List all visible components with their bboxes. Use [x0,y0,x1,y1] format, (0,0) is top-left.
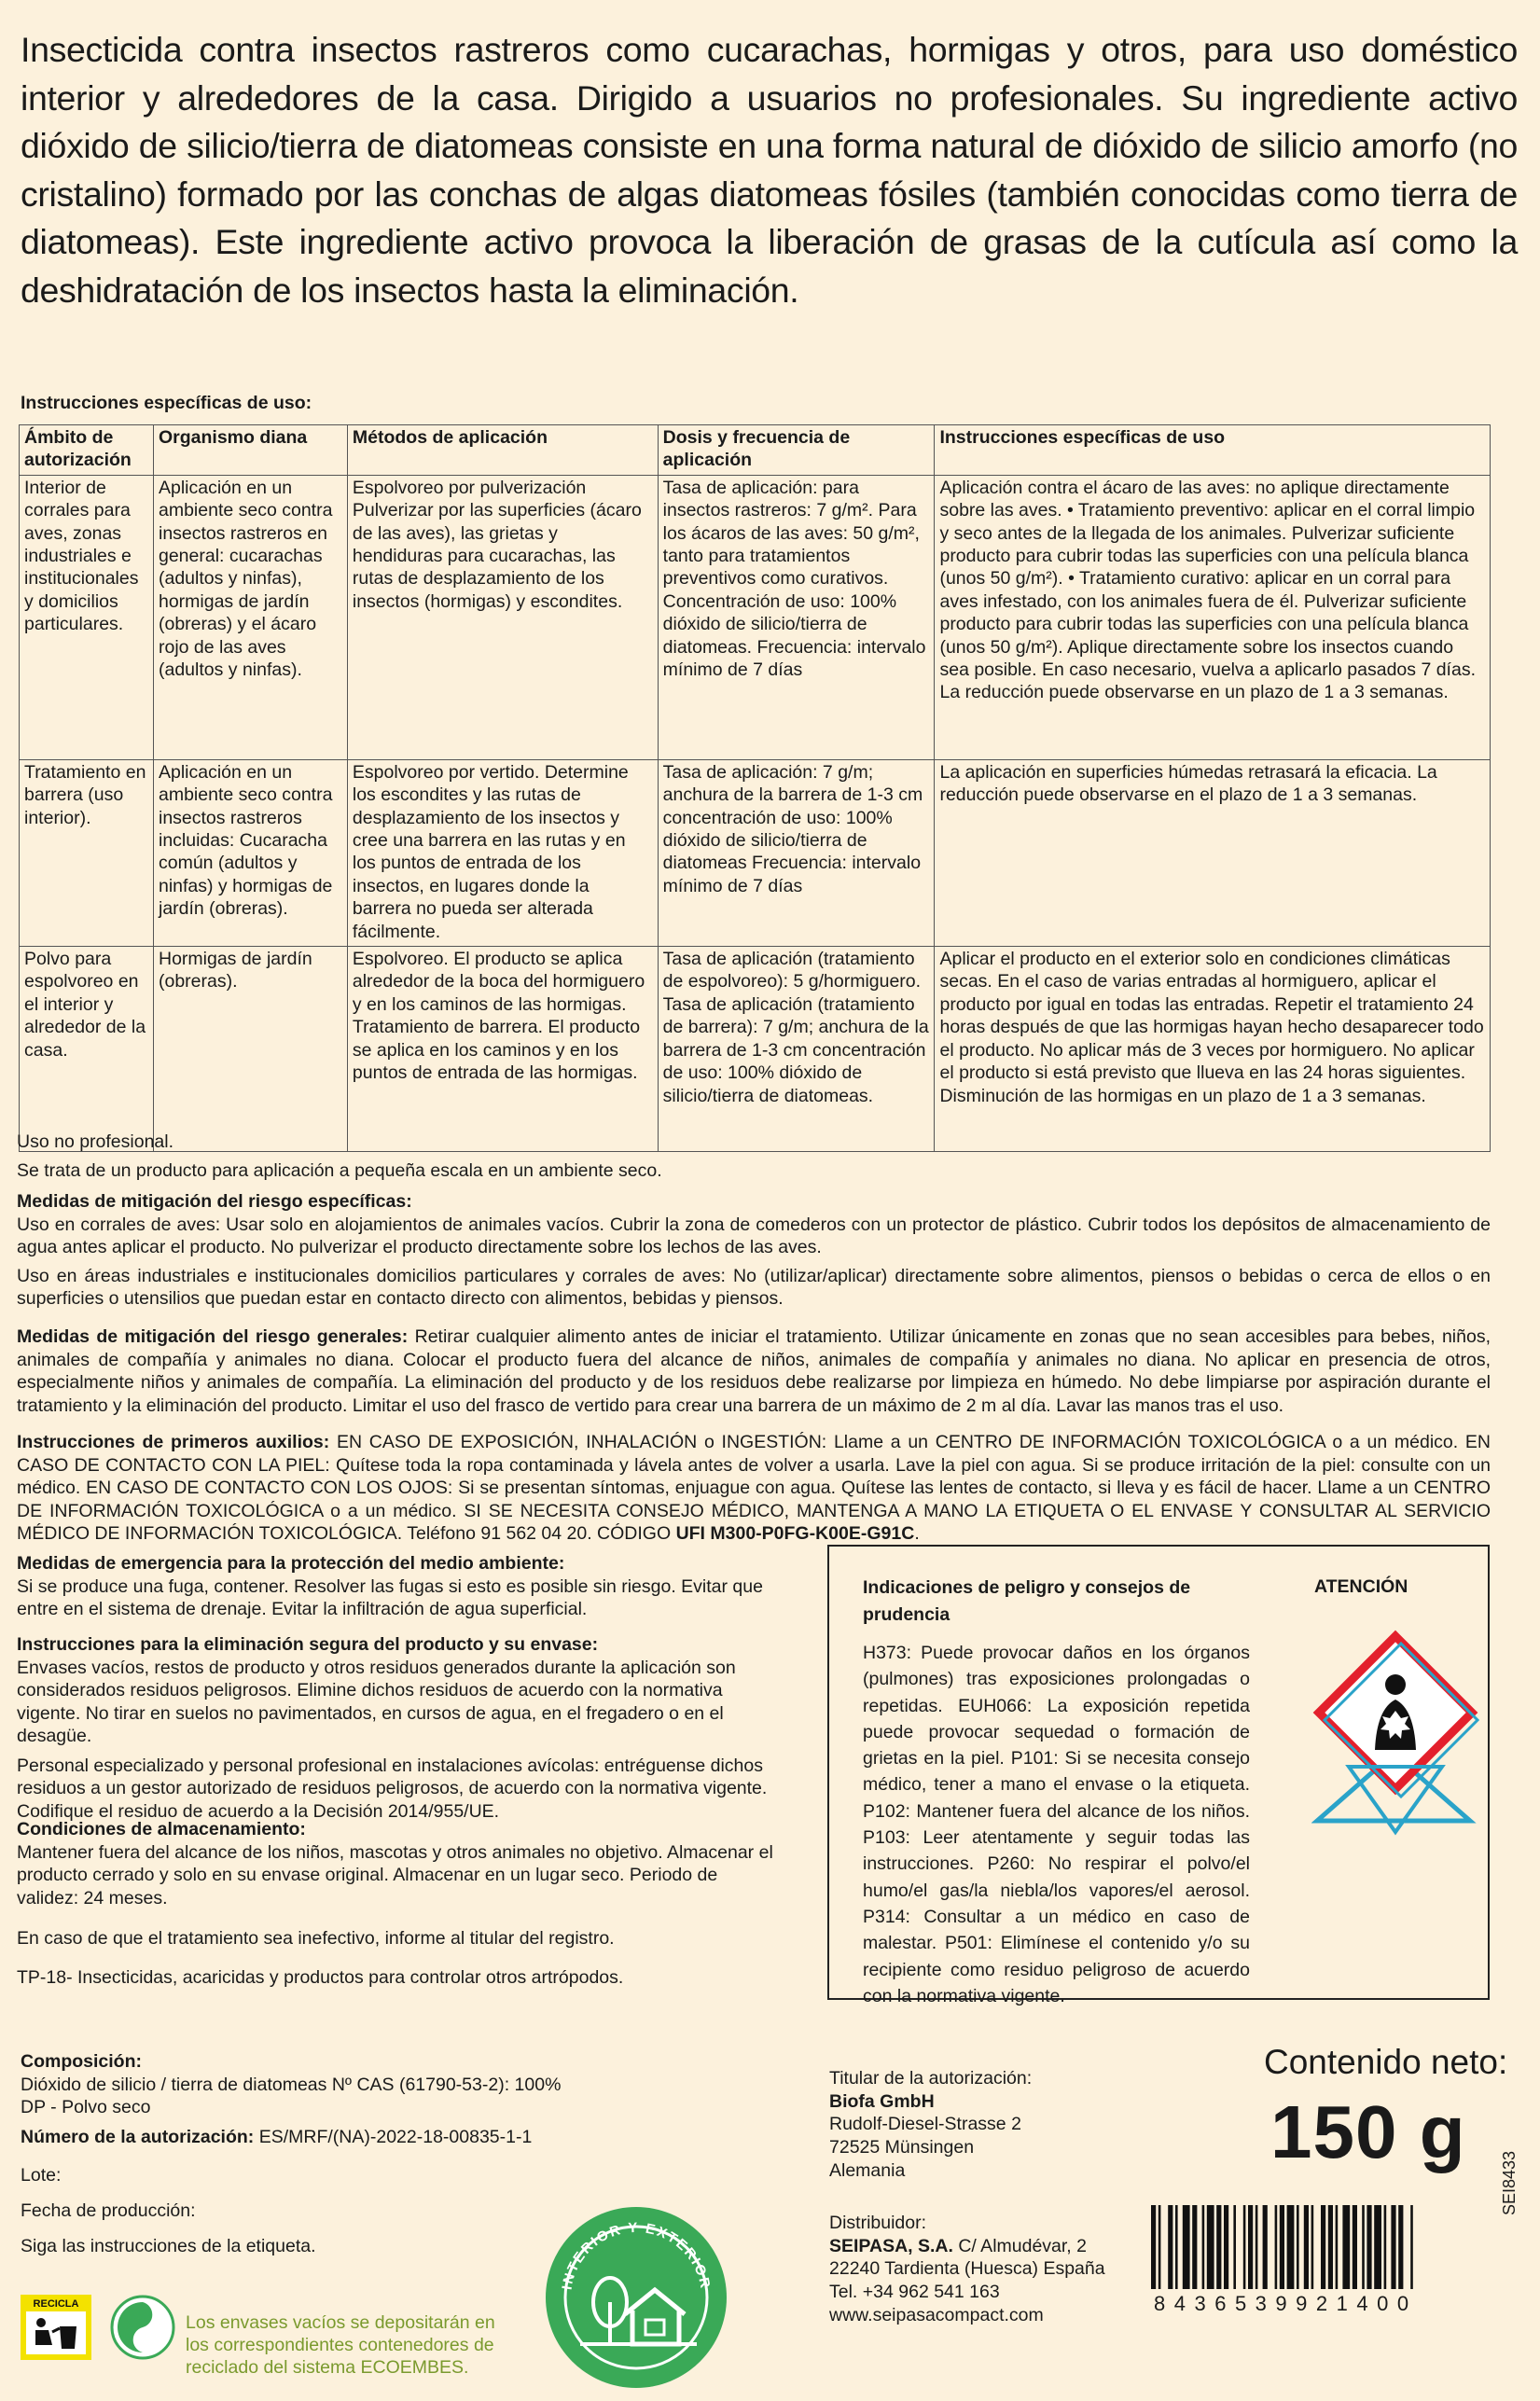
barcode-bar [1304,2205,1309,2289]
barcode-bar [1328,2205,1333,2289]
hazard-box [827,1545,1490,2006]
mitigacion-especificas-title: Medidas de mitigación del riesgo específicas: [17,1191,412,1212]
mitigacion-generales-text: Retirar cualquier alimento antes de iniciar el tratamiento. Utilizar únicamente en zonas que no sean accesibles para bebes, niños, animales de compañía y animales no diana. Colocar el producto fuera del alcance de niños, animales de compañía y animales no diana. No aplicar en presencia de otros, especialmente niños y animales de compañía. La eliminación del producto y de los residuos debe realizarse por limpieza en húmedo. No debe limpiarse por aspiración durante el tratamiento y la eliminación del producto. Limitar el uso del frasco de vertido para crear una barrera de un máximo de 2 m al día. Lavar las manos tras el uso. [17,1326,1491,1416]
recicla-icon [21,2295,91,2360]
barcode-bar [1248,2205,1253,2289]
eliminacion-section [17,1633,782,1823]
composicion-line2: DP - Polvo seco [21,2097,151,2117]
table-row [20,759,1491,946]
cell-dosis: Tasa de aplicación: 7 g/m; anchura de la barrera de 1-3 cm concentración de uso: 100% dióxido de silicio/tierra de diatomeas Frecuencia: intervalo mínimo de 7 días [658,759,935,946]
cell-dosis: Tasa de aplicación: para insectos rastreros: 7 g/m². Para los ácaros de las aves: 50 g/m², tanto para tratamientos preventivos como curativos. Concentración de uso: 100% dióxido de silicio/tierra de diatomeas. Frecuencia: intervalo mínimo de 7 días [658,475,935,759]
barcode-bar [1398,2205,1403,2289]
header-metodos: Métodos de aplicación [347,425,658,476]
tp18-note: TP-18- Insecticidas, acaricidas y productos para controlar otros artrópodos. [17,1967,624,1988]
barcode-icon [1147,2205,1492,2291]
distribuidor-addr2: 22240 Tardienta (Huesca) España [829,2258,1105,2280]
barcode-bar [1275,2205,1278,2289]
inefectivo-note: En caso de que el tratamiento sea inefectivo, informe al titular del registro. [17,1928,615,1949]
barcode-bar [1263,2205,1268,2289]
cell-instrucciones: Aplicación contra el ácaro de las aves: no aplique directamente sobre las aves. • Tratamiento preventivo: aplicar en el corral limpio y seco antes de la llegada de los animales. Pulverizar suficiente producto para cubrir todas las superficies con una película blanca (unos 50 g/m²). • Tratamiento curativo: aplicar en un corral para aves infestado, con los animales fuera de él. Pulverizar suficiente producto para cubrir todas las superficies con una película blanca (unos 50 g/m²). Aplique directamente sobre los insectos cuando sea posible. En caso necesario, vuelva a aplicarlo pasados 7 días. La reducción puede observarse en un plazo de 1 a 3 semanas. [935,475,1491,759]
lote-label: Lote: [21,2165,62,2186]
table-row [20,947,1491,1152]
barcode-bar [1151,2205,1156,2289]
distribuidor-label: Distribuidor: [829,2213,927,2233]
intro-paragraph: Insecticida contra insectos rastreros como cucarachas, hormigas y otros, para uso doméstico interior y alrededores de la casa. Dirigido a usuarios no profesionales. Su ingrediente activo dióxido de silicio/tierra de diatomeas consiste en una forma natural de dióxido de silicio amorfo (no cristalino) formado por las conchas de algas diatomeas fósiles (también conocidas como tierra de diatomeas). Este ingrediente activo provoca la liberación de grasas de la cutícula así como la deshidratación de los insectos hasta la eliminación. [21,30,1518,310]
header-organismo: Organismo diana [153,425,347,476]
distribuidor-web: www.seipasacompact.com [829,2304,1044,2325]
note-uso: Uso no profesional. [17,1131,174,1152]
barcode-bar [1336,2205,1339,2289]
barcode-bar [1224,2205,1228,2289]
barcode-bar [1280,2205,1284,2289]
almacenamiento-title: Condiciones de almacenamiento: [17,1819,306,1839]
composicion-title: Composición: [21,2051,142,2072]
barcode-bar [1297,2205,1299,2289]
almacenamiento-text: Mantener fuera del alcance de los niños, mascotas y otros animales no objetivo. Almacenar el producto cerrado y solo en su envase original. Almacenar en un lugar seco. Periodo de validez: 24 meses. [17,1841,773,1908]
siga-label: Siga las instrucciones de la etiqueta. [21,2236,316,2256]
header-ambito: Ámbito de autorización [20,425,154,476]
badge-text: INTERIOR Y EXTERIOR [559,2219,714,2292]
barcode-bar [1321,2205,1325,2289]
eliminacion-p1: Envases vacíos, restos de producto y otros residuos generados durante la aplicación son considerados residuos peligrosos. Elimine dichos residuos de acuerdo con la normativa vigente. No tirar en suelos no pavimentados, en cursos de agua, en el fregadero o en el desagüe. [17,1657,736,1746]
cell-ambito: Interior de corrales para aves, zonas industriales e institucionales y domicilios particulares. [20,475,154,759]
emergencia-title: Medidas de emergencia para la protección del medio ambiente: [17,1553,565,1574]
titular-addr2: 72525 Münsingen [829,2137,975,2158]
titular-country: Alemania [829,2159,906,2181]
titular-name: Biofa GmbH [829,2090,935,2112]
primeros-auxilios-title: Instrucciones de primeros auxilios: [17,1432,330,1452]
mitigacion-especificas-p1: Uso en corrales de aves: Usar solo en alojamientos de animales vacíos. Cubrir la zona de comederos con un protector de plástico. Cubrir todos los depósitos de almacenamiento de agua antes aplicar el producto. No pulverizar el producto directamente sobre los lechos de las aves. [17,1214,1491,1257]
barcode-bar [1207,2205,1214,2289]
composicion-section [21,2050,561,2119]
barcode-bar [1342,2205,1350,2289]
green-dot-icon [110,2295,175,2360]
health-hazard-pictogram-icon [1311,1617,1479,1879]
cell-metodos: Espolvoreo por vertido. Determine los escondites y las rutas de desplazamiento de los insectos y cree una barrera en las rutas y en los puntos de entrada de los insectos, en lugares donde la barrera no pueda ser alterada fácilmente. [347,759,658,946]
instructions-table [19,424,1491,1152]
cell-instrucciones: La aplicación en superficies húmedas retrasará la eficacia. La reducción puede observarse en el plazo de 1 a 3 semanas. [935,759,1491,946]
table-row [20,475,1491,759]
distribuidor-name: SEIPASA, S.A. [829,2235,953,2256]
titular-section [829,2067,1032,2183]
barcode-bar [1353,2205,1357,2289]
distribuidor-section [829,2212,1105,2327]
distribuidor-addr1: C/ Almudévar, 2 [952,2235,1087,2256]
cell-organismo: Aplicación en un ambiente seco contra insectos rastreros en general: cucarachas (adultos y ninfas), hormigas de jardín (obreras) y el ácaro rojo de las aves (adultos y ninfas). [153,475,347,759]
barcode-bar [1158,2205,1161,2289]
cell-metodos: Espolvoreo por pulverización Pulverizar por las superficies (ácaro de las aves), las grietas y hendiduras para cucarachas, las rutas de desplazamiento de los insectos (hormigas) y escondites. [347,475,658,759]
signal-word: ATENCIÓN [1314,1576,1408,1597]
barcode-bar [1362,2205,1365,2289]
mitigacion-generales-title: Medidas de mitigación del riesgo generales: [17,1326,409,1347]
eliminacion-p2: Personal especializado y personal profesional en instalaciones avícolas: entréguense dichos residuos a un gestor autorizado de residuos peligrosos, de acuerdo con la normativa vigente. Codifique el residuo de acuerdo a la Decisión 2014/955/UE. [17,1755,768,1822]
hazard-title: Indicaciones de peligro y consejos de prudencia [863,1577,1191,1625]
autorizacion-value: ES/MRF/(NA)-2022-18-00835-1-1 [254,2127,533,2147]
distribuidor-tel: Tel. +34 962 541 163 [829,2282,1000,2303]
table-header-row [20,425,1491,476]
mitigacion-especificas-p2: Uso en áreas industriales e institucionales domicilios particulares y corrales de aves: No (utilizar/aplicar) directamente sobre alimentos, piensos o bebidas o cerca de ellos o en superficies o utensilios que puedan estar en contacto directo con alimentos, bebidas y piensos. [17,1265,1491,1309]
header-instrucciones: Instrucciones específicas de uso [935,425,1491,476]
barcode-bar [1183,2205,1190,2289]
barcode-bar [1410,2205,1413,2289]
barcode-bar [1391,2205,1395,2289]
header-dosis: Dosis y frecuencia de aplicación [658,425,935,476]
emergencia-text: Si se produce una fuga, contener. Resolver las fugas si esto es posible sin riesgo. Evitar que entre en el sistema de drenaje. Evitar la infiltración de agua superficial. [17,1575,763,1619]
net-content-value: 150 g [1270,2090,1466,2173]
barcode-bar [1202,2205,1205,2289]
cell-ambito: Polvo para espolvoreo en el interior y alrededor de la casa. [20,947,154,1152]
table-title: Instrucciones específicas de uso: [21,393,312,413]
barcode-bar [1168,2205,1172,2289]
almacenamiento-section [17,1818,782,1909]
recycle-note: Los envases vacíos se depositarán en los correspondientes contenedores de reciclado del sistema ECOEMBES. [186,2312,495,2378]
barcode-bar [1216,2205,1221,2289]
barcode-bar [1287,2205,1295,2289]
barcode-bar [1367,2205,1371,2289]
primeros-auxilios [17,1431,1491,1546]
cell-instrucciones: Aplicar el producto en el exterior solo en condiciones climáticas secas. En el caso de varias entradas al hormiguero, aplicar el producto por igual en todas las entradas. Repetir el tratamiento 24 horas después de que las hormigas hayan hecho desaparecer todo el producto. No aplicar más de 3 veces por hormiguero. No aplicar el producto si está previsto que llueva en las 24 horas siguientes. Disminución de las hormigas en un plazo de 1 a 3 semanas. [935,947,1491,1152]
barcode-bar [1233,2205,1236,2289]
barcode-bar [1311,2205,1314,2289]
ufi-code: UFI M300-P0FG-K00E-G91C [675,1523,915,1544]
composicion-line1: Dióxido de silicio / tierra de diatomeas Nº CAS (61790-53-2): 100% [21,2074,562,2095]
barcode-bar [1192,2205,1197,2289]
recicla-text: RECICLA [33,2298,79,2310]
mitigacion-especificas [17,1190,1491,1311]
barcode-number: 8436539921400 [1154,2292,1418,2315]
note-pequena: Se trata de un producto para aplicación a pequeña escala en un ambiente seco. [17,1160,662,1181]
eliminacion-title: Instrucciones para la eliminación segura del producto y su envase: [17,1634,599,1655]
autorizacion-label: Número de la autorización: [21,2127,255,2147]
barcode-bar [1256,2205,1258,2289]
fecha-label: Fecha de producción: [21,2200,196,2221]
emergencia-section [17,1552,782,1621]
autorizacion-line [21,2126,532,2149]
mitigacion-generales [17,1325,1491,1417]
barcode-bar [1243,2205,1246,2289]
hazard-statements: H373: Puede provocar daños en los órganos (pulmones) tras exposiciones prolongadas o repetidas. EUH066: La exposición repetida puede provocar sequedad o formación de grietas en la piel. P101: Si se necesita consejo médico, tener a mano el envase o la etiqueta. P102: Mantener fuera del alcance de los niños. P103: Leer atentamente y seguir todas las instrucciones. P260: No respirar el polvo/el humo/el gas/la niebla/los vapores/el aerosol. P314: Consultar a un médico en caso de malestar. P501: Elimínese el contenido y/o su recipiente como residuo peligroso de acuerdo con la normativa vigente. [863,1643,1250,2006]
side-code: SEI8433 [1500,2150,1519,2215]
cell-organismo: Hormigas de jardín (obreras). [153,947,347,1152]
primeros-auxilios-end: . [914,1523,920,1544]
cell-organismo: Aplicación en un ambiente seco contra insectos rastreros incluidas: Cucaracha común (adultos y ninfas) y hormigas de jardín (obreras). [153,759,347,946]
cell-metodos: Espolvoreo. El producto se aplica alrededor de la boca del hormiguero y en los caminos de las hormigas. Tratamiento de barrera. El producto se aplica en los caminos y en los puntos de entrada de las hormigas. [347,947,658,1152]
barcode-bar [1384,2205,1387,2289]
barcode-bar [1175,2205,1178,2289]
titular-label: Titular de la autorización: [829,2068,1033,2089]
primeros-auxilios-text: EN CASO DE EXPOSICIÓN, INHALACIÓN o INGESTIÓN: Llame a un CENTRO DE INFORMACIÓN TOXICOLÓGICA o a un médico. EN CASO DE CONTACTO CON LA PIEL: Quítese toda la ropa contaminada y lávela antes de volver a usarla. Lave la piel con agua. Si se produce irritación de la piel: consulte con un médico. EN CASO DE CONTACTO CON LOS OJOS: Si se presentan síntomas, enjuague con agua. Quítese las lentes de contacto, si lleva y es fácil de hacer. Llame a un CENTRO DE INFORMACIÓN TOXICOLÓGICA o a un médico. SI SE NECESITA CONSEJO MÉDICO, MANTENGA A MANO LA ETIQUETA O EL ENVASE Y CONSULTAR AL SERVICIO MÉDICO DE INFORMACIÓN TOXICOLÓGICA. Teléfono 91 562 04 20. CÓDIGO [17,1432,1491,1544]
barcode-bar [1374,2205,1381,2289]
net-content-label: Contenido neto: [1264,2043,1508,2081]
titular-addr1: Rudolf-Diesel-Strasse 2 [829,2114,1021,2135]
interior-exterior-badge-icon [543,2204,729,2391]
cell-dosis: Tasa de aplicación (tratamiento de espolvoreo): 5 g/hormiguero. Tasa de aplicación (tratamiento de barrera): 7 g/m; anchura de la barrera de 1-3 cm concentración de uso: 100% dióxido de silicio/tierra de diatomeas. [658,947,935,1152]
cell-ambito: Tratamiento en barrera (uso interior). [20,759,154,946]
